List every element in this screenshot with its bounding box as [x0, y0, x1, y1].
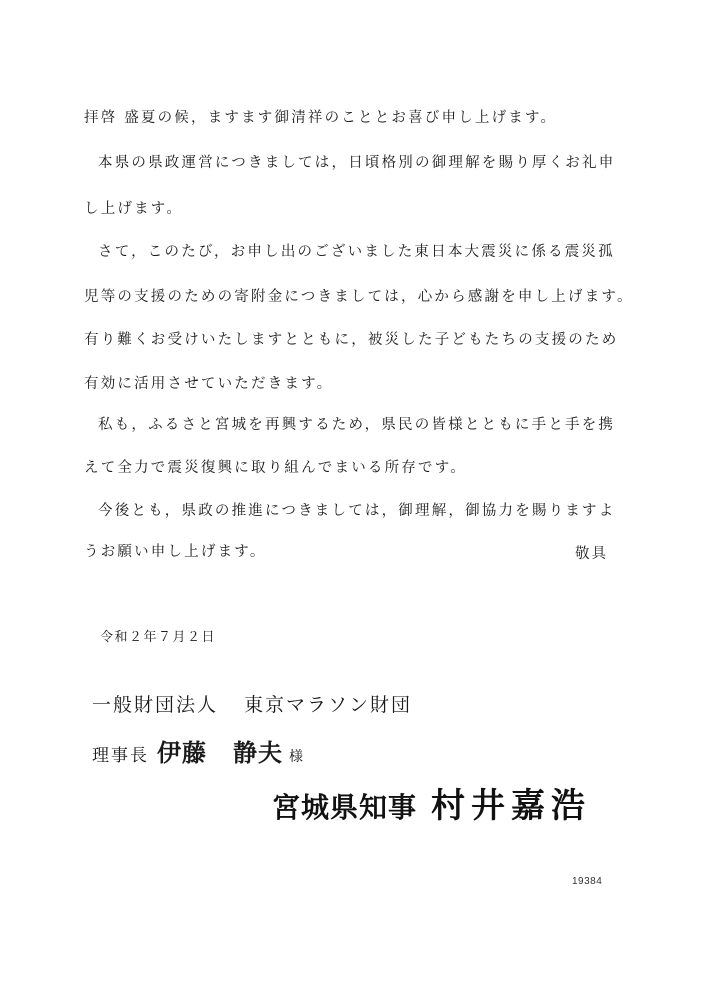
- paragraph2-line3: 有り難くお受けいたしますとともに，被災した子どもたちの支援のため: [84, 332, 619, 348]
- recipient-person: [92, 733, 303, 768]
- paragraph2-line1: さて，このたび，お申し出のございました東日本大震災に係る震災孤: [98, 244, 615, 260]
- recipient-org-type: 一般財団法人: [92, 694, 219, 716]
- document-number: 19384: [572, 876, 603, 887]
- paragraph3-line1: 私も，ふるさと宮城を再興するため，県民の皆様とともに手と手を携: [98, 417, 616, 433]
- paragraph4-line1: 今後とも，県政の推進につきましては，御理解，御協力を賜りますよ: [98, 503, 616, 519]
- sender-title: 宮城県知事: [272, 791, 418, 824]
- recipient-honorific: 様: [289, 749, 303, 765]
- recipient-surname: 伊藤: [157, 738, 207, 767]
- paragraph3-line2: えて全力で震災復興に取り組んでまいる所存です。: [84, 460, 467, 476]
- letter-date: 令和２年７月２日: [100, 630, 217, 645]
- greeting-line: 拝啓 盛夏の候，ますます御清祥のこととお喜び申し上げます。: [84, 110, 558, 126]
- recipient-org-name: 東京マラソン財団: [244, 694, 413, 716]
- recipient-title: 理事長: [92, 746, 149, 766]
- paragraph1-line2: し上げます。: [84, 201, 184, 217]
- paragraph2-line4: 有効に活用させていただきます。: [84, 376, 334, 392]
- sender-block: [272, 778, 591, 827]
- sender-name: 村井嘉浩: [431, 786, 592, 826]
- recipient-given-name: 静夫: [233, 738, 283, 767]
- paragraph2-line2: 児等の支援のための寄附金につきましては，心から感謝を申し上げます。: [84, 289, 634, 305]
- paragraph1-line1: 本県の県政運営につきましては，日頃格別の御理解を賜り厚くお礼申: [98, 155, 616, 171]
- closing-salutation: 敬具: [575, 546, 608, 562]
- paragraph4-line2: うお願い申し上げます。: [84, 544, 267, 560]
- recipient-organization: [92, 690, 412, 717]
